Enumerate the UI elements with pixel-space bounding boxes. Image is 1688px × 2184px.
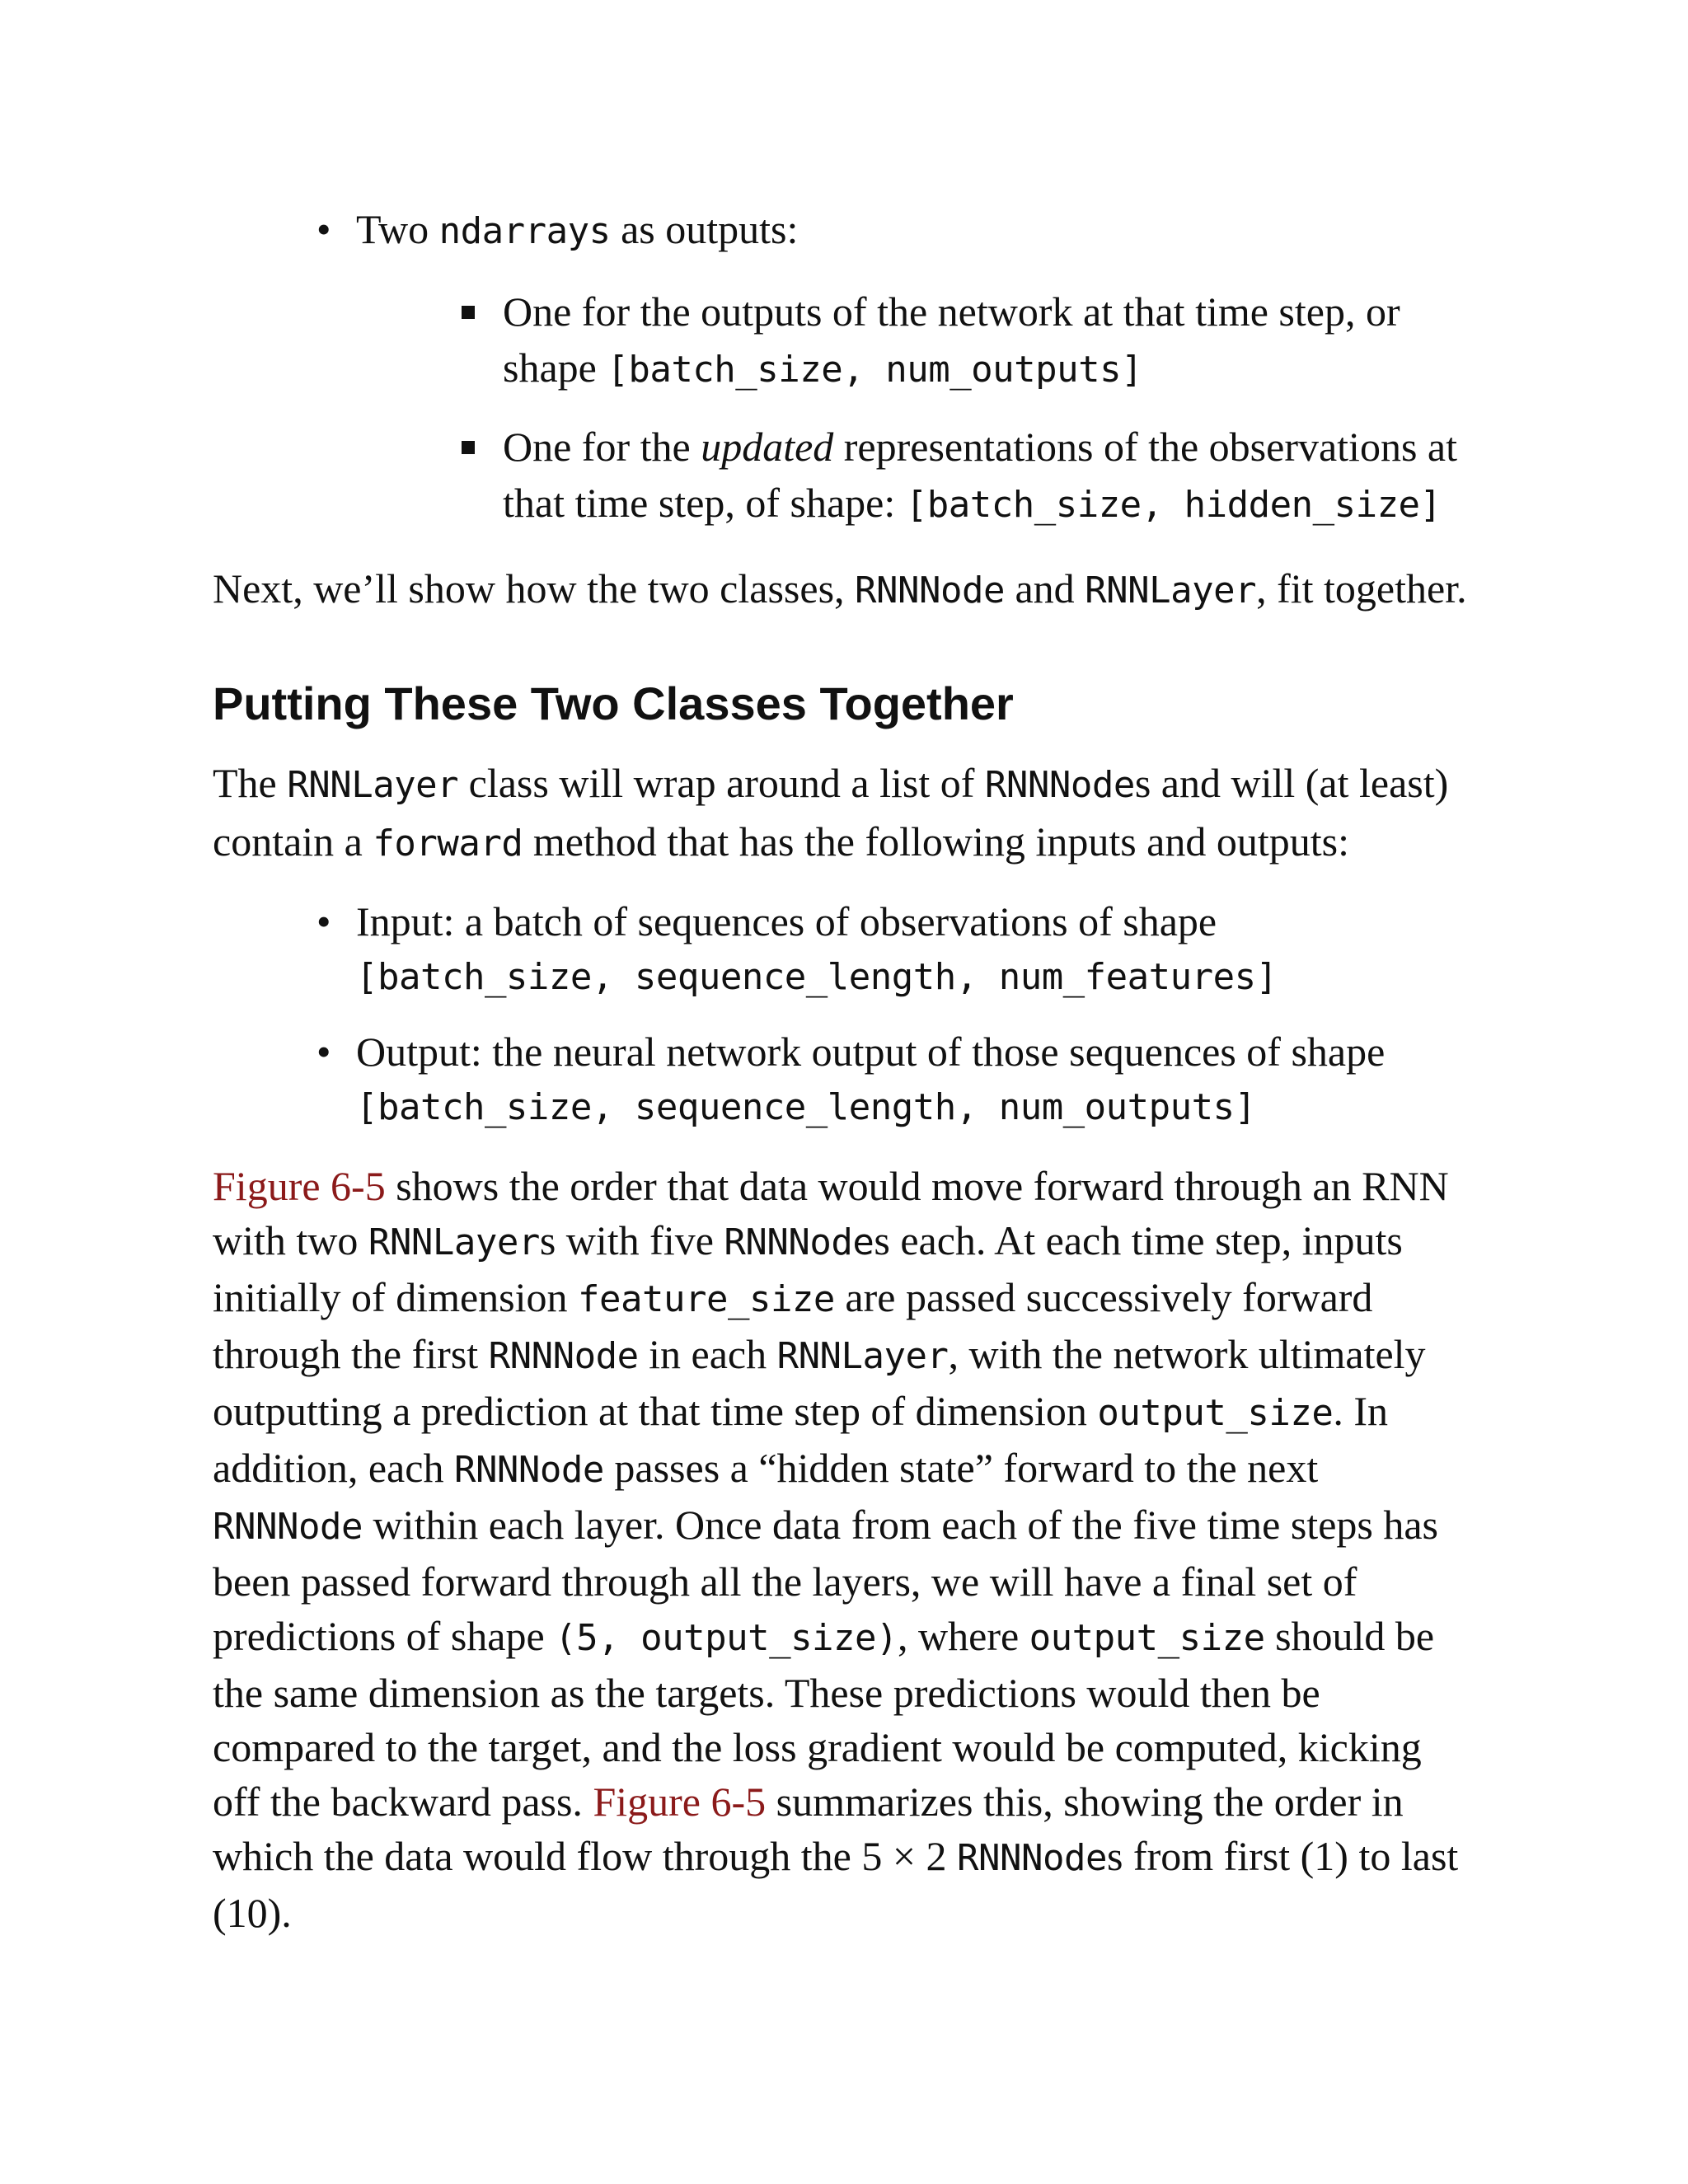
code-rnnlayer: RNNLayer <box>776 1335 949 1377</box>
bullet-output <box>316 1024 1493 1136</box>
paragraph-intro <box>213 755 1465 872</box>
code-rnnnode: RNNNode <box>855 569 1005 612</box>
next-prefix: Next, we’ll show how the two classes, <box>213 565 856 612</box>
square-bullet <box>462 306 475 319</box>
paragraph-figure-explanation <box>213 1159 1474 1940</box>
sub-bullet-network-outputs <box>503 284 1492 398</box>
fig-text-13: s from first (1) to last (10). <box>213 1833 1459 1936</box>
next-suffix: , fit together. <box>1256 565 1467 612</box>
code-rnnnode: RNNNode <box>984 764 1135 806</box>
code-output-size: output_size <box>1097 1392 1334 1434</box>
bullet-outputs-prefix: Two <box>356 206 439 252</box>
fig-text-1: shows the order that data would move forward through an RNN with two <box>213 1163 1449 1263</box>
fig-text-3: s each. At each time step, inputs initially of dimension <box>213 1217 1403 1320</box>
bullet-outputs-suffix: as outputs: <box>610 206 799 252</box>
code-input-shape: [batch_size, sequence_length, num_features] <box>356 956 1278 998</box>
fig-text-7: . In addition, each <box>213 1388 1388 1491</box>
sub-bullet-2-middle: representations of the observations at that time step, of shape: <box>503 424 1457 526</box>
code-rnnlayer: RNNLayer <box>287 764 459 806</box>
bullet-dot: • <box>316 1029 331 1075</box>
emphasis-updated: updated <box>701 424 834 470</box>
fig-text-10: , where <box>898 1613 1029 1659</box>
fig-text-2: s with five <box>539 1217 724 1263</box>
intro-text-1: The <box>213 760 288 806</box>
fig-text-11: should be the same dimension as the targets. These predictions would then be compared to the target, and the loss gradient would be computed, kicking off the backward pass. <box>213 1613 1435 1825</box>
code-rnnlayer: RNNLayer <box>1085 569 1257 612</box>
figure-6-5-link[interactable]: Figure 6-5 <box>213 1163 386 1209</box>
fig-text-8: passes a “hidden state” forward to the next <box>603 1445 1319 1491</box>
intro-text-2: class will wrap around a list of <box>458 760 985 806</box>
bullet-dot: • <box>316 206 331 252</box>
figure-6-5-link[interactable]: Figure 6-5 <box>593 1779 767 1825</box>
intro-text-3: s and will (at least) contain a <box>213 760 1449 865</box>
fig-text-4: are passed successively forward through the first <box>213 1274 1373 1377</box>
code-rnnnode: RNNNode <box>957 1837 1107 1879</box>
code-shape-num-outputs: [batch_size, num_outputs] <box>607 349 1143 391</box>
code-rnnnode: RNNNode <box>724 1221 874 1263</box>
bullet-input-text: Input: a batch of sequences of observations of shape <box>356 898 1217 944</box>
sub-bullet-updated-representations <box>503 419 1492 533</box>
code-output-shape: [batch_size, sequence_length, num_outputs] <box>356 1086 1256 1128</box>
code-output-size: output_size <box>1029 1617 1265 1659</box>
fig-text-5: in each <box>638 1331 777 1377</box>
next-middle: and <box>1004 565 1085 612</box>
paragraph-next <box>213 560 1531 619</box>
code-feature-size: feature_size <box>578 1278 835 1320</box>
code-rnnnode: RNNNode <box>488 1335 639 1377</box>
section-heading: Putting These Two Classes Together <box>213 677 1014 729</box>
fig-text-9: within each layer. Once data from each of the five time steps has been passed forward through all the layers, we will have a final set of predictions of shape <box>213 1502 1438 1659</box>
fig-text-12: summarizes this, showing the order in which the data would flow through the 5 × 2 <box>213 1779 1404 1879</box>
bullet-dot: • <box>316 898 331 944</box>
code-shape-hidden-size: [batch_size, hidden_size] <box>905 484 1442 526</box>
sub-bullet-2-prefix: One for the <box>503 424 701 470</box>
code-prediction-shape: (5, output_size) <box>555 1617 898 1659</box>
fig-text-6: , with the network ultimately outputting a prediction at that time step of dimension <box>213 1331 1426 1434</box>
sub-bullet-1-text: One for the outputs of the network at that time step, or shape <box>503 288 1400 391</box>
intro-text-4: method that has the following inputs and outputs: <box>523 818 1349 865</box>
bullet-outputs <box>316 201 1493 260</box>
code-rnnnode: RNNNode <box>213 1506 363 1548</box>
code-rnnnode: RNNNode <box>453 1449 604 1491</box>
bullet-output-text: Output: the neural network output of those sequences of shape <box>356 1029 1386 1075</box>
code-ndarrays: ndarrays <box>438 210 611 252</box>
code-forward: forward <box>373 823 523 865</box>
code-rnnlayer: RNNLayer <box>368 1221 540 1263</box>
square-bullet <box>462 441 475 454</box>
bullet-input <box>316 893 1493 1005</box>
